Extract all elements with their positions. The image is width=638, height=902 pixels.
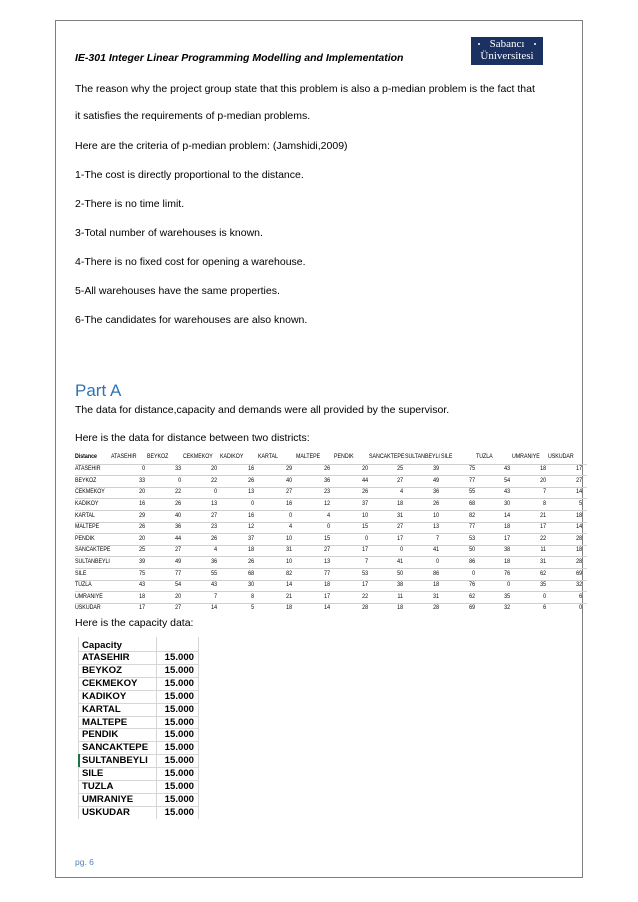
distance-cell: 6: [543, 604, 546, 612]
distance-cell: 14: [504, 511, 510, 519]
distance-cell: 20: [362, 465, 368, 473]
distance-cell: 17: [540, 523, 546, 531]
distance-cell: 39: [433, 465, 439, 473]
distance-cell: 30: [248, 581, 254, 589]
distance-row-label: MALTEPE: [75, 523, 100, 531]
distance-cell: 37: [362, 499, 368, 507]
distance-cell: 31: [433, 592, 439, 600]
distance-row-label: USKUDAR: [75, 604, 101, 612]
criteria-item: 2-There is no time limit.: [75, 198, 185, 210]
capacity-row-label: SILE: [82, 768, 104, 780]
distance-cell: 20: [211, 465, 217, 473]
capacity-row-label: CEKMEKOY: [82, 677, 138, 689]
distance-cell: 41: [397, 557, 403, 565]
distance-cell: 16: [248, 465, 254, 473]
distance-cell: 82: [286, 569, 292, 577]
distance-cell: 77: [469, 476, 475, 484]
distance-column-header: SILE: [441, 453, 453, 460]
distance-cell: 25: [139, 546, 145, 554]
distance-cell: 0: [365, 534, 368, 542]
capacity-cell-value: 15.000: [164, 806, 194, 818]
distance-cell: 41: [433, 546, 439, 554]
distance-cell: 43: [211, 581, 217, 589]
distance-cell: 50: [397, 569, 403, 577]
distance-cell: 27: [175, 546, 181, 554]
distance-cell: 18: [324, 581, 330, 589]
capacity-grid-line: [198, 637, 199, 819]
distance-cell: 8: [543, 499, 546, 507]
distance-row: [75, 476, 587, 486]
distance-row: [75, 569, 587, 579]
distance-cell: 28: [362, 604, 368, 612]
distance-cell: 18: [286, 604, 292, 612]
distance-row-label: CEKMEKOY: [75, 488, 105, 496]
capacity-cell-value: 15.000: [164, 793, 194, 805]
distance-cell: 25: [397, 465, 403, 473]
distance-cell: 16: [248, 511, 254, 519]
selected-cell-marker: [78, 754, 80, 767]
page-number: pg. 6: [75, 857, 94, 867]
distance-cell: 26: [248, 476, 254, 484]
capacity-row-label: USKUDAR: [82, 806, 130, 818]
distance-cell: 33: [175, 465, 181, 473]
distance-row: [75, 464, 587, 474]
distance-cell: 38: [504, 546, 510, 554]
distance-cell: 26: [248, 557, 254, 565]
distance-cell: 23: [211, 523, 217, 531]
distance-cell: 76: [469, 581, 475, 589]
distance-cell: 15: [324, 534, 330, 542]
distance-cell: 17: [576, 465, 582, 473]
logo-line-2: Üniversitesi: [480, 50, 534, 62]
distance-row: [75, 511, 587, 521]
distance-cell: 17: [362, 546, 368, 554]
capacity-table: [78, 637, 198, 819]
distance-cell: 76: [504, 569, 510, 577]
distance-column-header: SULTANBEYLI: [405, 453, 440, 460]
distance-cell: 0: [400, 546, 403, 554]
distance-row-label: SILE: [75, 569, 87, 577]
distance-cell: 29: [286, 465, 292, 473]
distance-cell: 69: [469, 604, 475, 612]
criteria-item: 4-There is no fixed cost for opening a warehouse.: [75, 256, 306, 268]
distance-cell: 17: [504, 534, 510, 542]
distance-cell: 28: [433, 604, 439, 612]
capacity-row-label: KADIKOY: [82, 690, 127, 702]
capacity-row-label: SANCAKTEPE: [82, 742, 149, 754]
distance-cell: 14: [576, 488, 582, 496]
distance-cell: 4: [289, 523, 292, 531]
distance-row: [75, 603, 587, 613]
distance-cell: 32: [576, 581, 582, 589]
distance-cell: 31: [540, 557, 546, 565]
distance-table: [75, 452, 587, 614]
capacity-cell-value: 15.000: [164, 781, 194, 792]
distance-cell: 18: [397, 499, 403, 507]
criteria-item: 1-The cost is directly proportional to the distance.: [75, 169, 304, 181]
distance-cell: 86: [469, 557, 475, 565]
distance-cell: 39: [139, 557, 145, 565]
distance-cell: 82: [469, 511, 475, 519]
distance-row: [75, 522, 587, 532]
distance-cell: 36: [211, 557, 217, 565]
distance-cell: 29: [139, 511, 145, 519]
distance-cell: 5: [251, 604, 254, 612]
distance-cell: 75: [469, 465, 475, 473]
distance-column-header: SANCAKTEPE: [369, 453, 405, 460]
distance-cell: 14: [324, 604, 330, 612]
distance-cell: 20: [175, 592, 181, 600]
part-a-intro: The data for distance,capacity and demands were all provided by the supervisor.: [75, 404, 450, 416]
distance-cell: 40: [286, 476, 292, 484]
distance-cell: 28: [576, 534, 582, 542]
distance-column-header: BEYKOZ: [147, 453, 169, 460]
distance-cell: 0: [327, 523, 330, 531]
distance-cell: 44: [175, 534, 181, 542]
distance-row: [75, 545, 587, 555]
criteria-item: 5-All warehouses have the same properties.: [75, 285, 280, 297]
distance-cell: 16: [286, 499, 292, 507]
distance-cell: 75: [139, 569, 145, 577]
distance-column-header: USKUDAR: [548, 453, 574, 460]
distance-cell: 0: [543, 592, 546, 600]
capacity-cell-value: 15.000: [164, 755, 194, 767]
distance-cell: 17: [139, 604, 145, 612]
distance-cell: 17: [362, 581, 368, 589]
distance-cell: 53: [469, 534, 475, 542]
distance-cell: 36: [324, 476, 330, 484]
distance-cell: 14: [211, 604, 217, 612]
distance-cell: 4: [327, 511, 330, 519]
distance-column-header: TUZLA: [476, 453, 493, 460]
distance-row-label: TUZLA: [75, 581, 92, 589]
distance-cell: 22: [175, 488, 181, 496]
capacity-row-label: UMRANIYE: [82, 793, 134, 805]
distance-cell: 53: [362, 569, 368, 577]
distance-cell: 28: [576, 557, 582, 565]
distance-cell: 22: [211, 476, 217, 484]
capacity-row-label: TUZLA: [82, 781, 114, 792]
distance-cell: 50: [469, 546, 475, 554]
distance-column-header: PENDIK: [334, 453, 354, 460]
distance-cell: 27: [324, 546, 330, 554]
distance-cell: 36: [433, 488, 439, 496]
distance-cell: 20: [139, 488, 145, 496]
distance-cell: 77: [324, 569, 330, 577]
distance-cell: 27: [175, 604, 181, 612]
distance-cell: 62: [540, 569, 546, 577]
distance-column-header: MALTEPE: [296, 453, 321, 460]
distance-cell: 4: [214, 546, 217, 554]
distance-cell: 36: [175, 523, 181, 531]
distance-column-header: KARTAL: [258, 453, 278, 460]
distance-cell: 18: [540, 465, 546, 473]
distance-row-label: UMRANIYE: [75, 592, 103, 600]
distance-cell: 27: [397, 476, 403, 484]
distance-cell: 0: [142, 465, 145, 473]
document-header-title: IE-301 Integer Linear Programming Modelling and Implementation: [75, 52, 404, 64]
capacity-row-label: SULTANBEYLI: [82, 755, 148, 767]
capacity-row-label: BEYKOZ: [82, 664, 122, 676]
capacity-cell-value: 15.000: [164, 742, 194, 754]
distance-cell: 0: [507, 581, 510, 589]
capacity-header: Capacity: [82, 640, 122, 651]
distance-cell: 7: [214, 592, 217, 600]
distance-cell: 17: [324, 592, 330, 600]
distance-row: [75, 487, 587, 497]
distance-cell: 13: [433, 523, 439, 531]
capacity-cell-value: 15.000: [164, 690, 194, 702]
distance-cell: 38: [397, 581, 403, 589]
distance-header-row: [75, 452, 587, 462]
capacity-cell-value: 15.000: [164, 729, 194, 741]
distance-cell: 13: [324, 557, 330, 565]
distance-cell: 40: [175, 511, 181, 519]
distance-cell: 30: [504, 499, 510, 507]
distance-cell: 7: [543, 488, 546, 496]
body-paragraph: The reason why the project group state that this problem is also a p-median problem is the fact that: [75, 83, 535, 95]
distance-cell: 26: [175, 499, 181, 507]
distance-cell: 21: [286, 592, 292, 600]
distance-cell: 17: [397, 534, 403, 542]
distance-cell: 10: [362, 511, 368, 519]
distance-cell: 22: [540, 534, 546, 542]
distance-cell: 18: [504, 557, 510, 565]
distance-cell: 11: [540, 546, 546, 554]
capacity-cell-value: 15.000: [164, 652, 194, 663]
capacity-cell-value: 15.000: [164, 677, 194, 689]
distance-cell: 13: [248, 488, 254, 496]
distance-cell: 37: [248, 534, 254, 542]
distance-cell: 23: [324, 488, 330, 496]
distance-cell: 7: [365, 557, 368, 565]
distance-cell: 26: [362, 488, 368, 496]
distance-cell: 20: [139, 534, 145, 542]
distance-cell: 7: [436, 534, 439, 542]
distance-column-header: CEKMEKOY: [183, 453, 213, 460]
capacity-row-label: MALTEPE: [82, 716, 128, 728]
logo-line-1: Sabancı: [489, 38, 525, 50]
distance-cell: 27: [576, 476, 582, 484]
distance-cell: 10: [286, 534, 292, 542]
criteria-item: 3-Total number of warehouses is known.: [75, 227, 263, 239]
distance-cell: 26: [324, 465, 330, 473]
distance-cell: 35: [540, 581, 546, 589]
distance-cell: 54: [504, 476, 510, 484]
distance-row-label: SULTANBEYLI: [75, 557, 110, 565]
section-heading-part-a: Part A: [75, 381, 122, 400]
capacity-row-label: PENDIK: [82, 729, 119, 741]
distance-cell: 0: [178, 476, 181, 484]
distance-cell: 10: [433, 511, 439, 519]
capacity-cell-value: 15.000: [164, 703, 194, 715]
distance-cell: 14: [576, 523, 582, 531]
distance-cell: 77: [175, 569, 181, 577]
distance-cell: 26: [433, 499, 439, 507]
sabanci-university-logo: [471, 37, 543, 65]
distance-cell: 55: [469, 488, 475, 496]
distance-cell: 15: [362, 523, 368, 531]
distance-cell: 43: [504, 465, 510, 473]
distance-cell: 27: [397, 523, 403, 531]
distance-cell: 22: [362, 592, 368, 600]
distance-cell: 18: [397, 604, 403, 612]
distance-cell: 18: [576, 546, 582, 554]
distance-cell: 5: [579, 499, 582, 507]
distance-cell: 26: [139, 523, 145, 531]
distance-cell: 68: [248, 569, 254, 577]
distance-column-header: KADIKOY: [220, 453, 244, 460]
distance-cell: 6: [579, 592, 582, 600]
distance-cell: 55: [211, 569, 217, 577]
distance-row-label: PENDIK: [75, 534, 95, 542]
distance-cell: 49: [433, 476, 439, 484]
distance-cell: 49: [175, 557, 181, 565]
distance-cell: 31: [397, 511, 403, 519]
distance-column-header: ATASEHIR: [111, 453, 137, 460]
distance-cell: 12: [248, 523, 254, 531]
distance-cell: 43: [139, 581, 145, 589]
distance-cell: 18: [433, 581, 439, 589]
distance-cell: 26: [211, 534, 217, 542]
distance-row: [75, 580, 587, 590]
distance-cell: 43: [504, 488, 510, 496]
distance-cell: 13: [211, 499, 217, 507]
distance-cell: 86: [433, 569, 439, 577]
distance-cell: 20: [540, 476, 546, 484]
distance-caption: Here is the data for distance between two districts:: [75, 432, 310, 444]
distance-row-label: KARTAL: [75, 511, 95, 519]
distance-row-label: KADIKOY: [75, 499, 99, 507]
distance-cell: 27: [211, 511, 217, 519]
distance-row: [75, 534, 587, 544]
distance-cell: 62: [469, 592, 475, 600]
capacity-row-label: ATASEHIR: [82, 652, 130, 663]
capacity-row-label: KARTAL: [82, 703, 121, 715]
distance-cell: 32: [504, 604, 510, 612]
distance-cell: 0: [436, 557, 439, 565]
capacity-cell-value: 15.000: [164, 664, 194, 676]
distance-cell: 31: [286, 546, 292, 554]
distance-cell: 18: [576, 511, 582, 519]
distance-row: [75, 499, 587, 509]
distance-column-header: UMRANIYE: [512, 453, 540, 460]
distance-corner-label: Distance: [75, 453, 97, 460]
distance-cell: 68: [469, 499, 475, 507]
body-paragraph: Here are the criteria of p-median problem: (Jamshidi,2009): [75, 140, 348, 152]
distance-cell: 69: [576, 569, 582, 577]
distance-cell: 0: [251, 499, 254, 507]
distance-cell: 0: [472, 569, 475, 577]
distance-row-label: ATASEHIR: [75, 465, 101, 473]
distance-cell: 0: [214, 488, 217, 496]
distance-cell: 18: [248, 546, 254, 554]
distance-cell: 8: [251, 592, 254, 600]
distance-cell: 4: [400, 488, 403, 496]
capacity-cell-value: 15.000: [164, 716, 194, 728]
body-paragraph: it satisfies the requirements of p-median problems.: [75, 110, 311, 122]
distance-cell: 33: [139, 476, 145, 484]
distance-row-label: BEYKOZ: [75, 476, 97, 484]
distance-cell: 54: [175, 581, 181, 589]
distance-cell: 0: [289, 511, 292, 519]
capacity-cell-value: 15.000: [164, 768, 194, 780]
distance-cell: 27: [286, 488, 292, 496]
distance-row-label: SANCAKTEPE: [75, 546, 111, 554]
distance-cell: 18: [504, 523, 510, 531]
distance-cell: 16: [139, 499, 145, 507]
distance-cell: 44: [362, 476, 368, 484]
distance-cell: 14: [286, 581, 292, 589]
distance-cell: 35: [504, 592, 510, 600]
distance-cell: 10: [286, 557, 292, 565]
distance-cell: 12: [324, 499, 330, 507]
criteria-item: 6-The candidates for warehouses are also known.: [75, 314, 308, 326]
distance-row: [75, 557, 587, 567]
distance-cell: 0: [579, 604, 582, 612]
distance-cell: 18: [139, 592, 145, 600]
distance-cell: 11: [397, 592, 403, 600]
distance-cell: 77: [469, 523, 475, 531]
distance-row: [75, 592, 587, 602]
distance-cell: 21: [540, 511, 546, 519]
capacity-caption: Here is the capacity data:: [75, 617, 194, 629]
